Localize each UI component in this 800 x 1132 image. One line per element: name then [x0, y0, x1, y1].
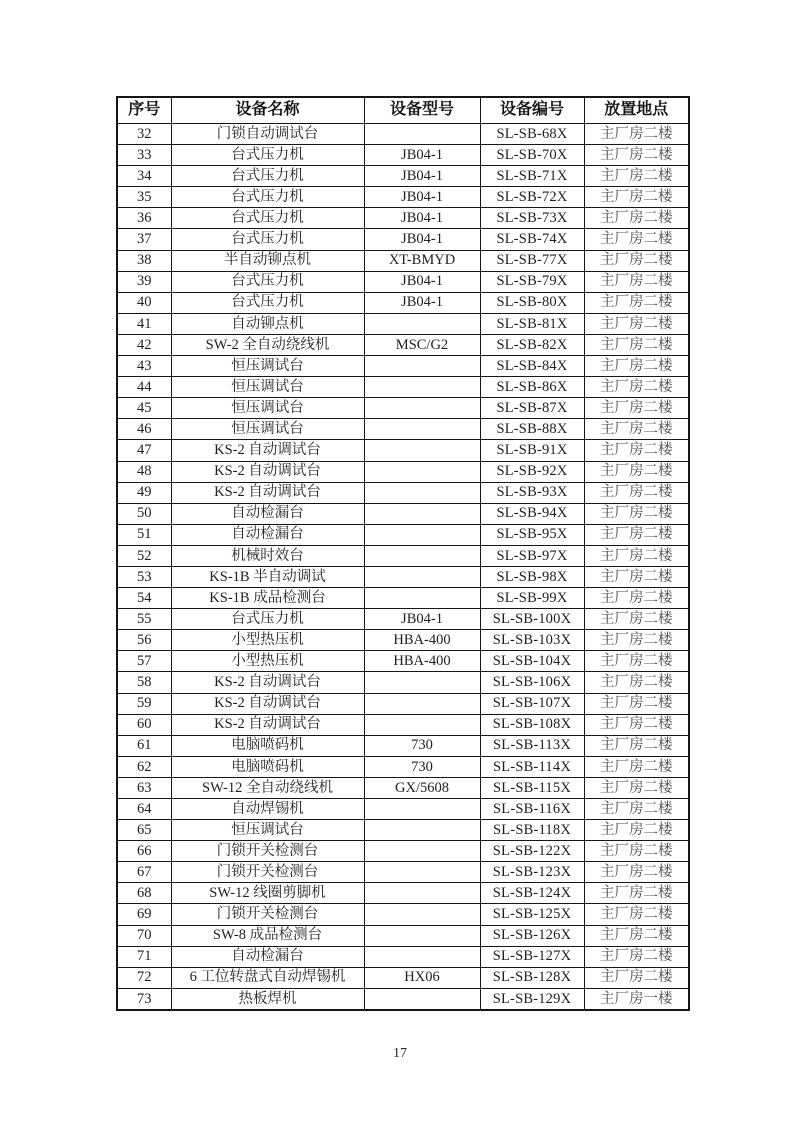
cell-location: 主厂房二楼 — [584, 904, 689, 925]
table-row — [117, 524, 689, 545]
cell-model: JB04-1 — [364, 166, 480, 187]
cell-equipment-name: 恒压调试台 — [171, 820, 364, 841]
table-row — [117, 988, 689, 1010]
table-row — [117, 187, 689, 208]
cell-serial: 34 — [117, 166, 171, 187]
table-row — [117, 250, 689, 271]
cell-serial: 72 — [117, 967, 171, 988]
table-row — [117, 925, 689, 946]
table-row — [117, 630, 689, 651]
cell-code: SL-SB-118X — [480, 820, 584, 841]
cell-serial: 70 — [117, 925, 171, 946]
cell-location: 主厂房二楼 — [584, 334, 689, 355]
equipment-table-body — [117, 124, 689, 1010]
cell-code: SL-SB-107X — [480, 693, 584, 714]
cell-location: 主厂房二楼 — [584, 820, 689, 841]
cell-code: SL-SB-81X — [480, 313, 584, 334]
cell-equipment-name: 自动检漏台 — [171, 946, 364, 967]
cell-code: SL-SB-70X — [480, 145, 584, 166]
cell-model — [364, 925, 480, 946]
cell-code: SL-SB-77X — [480, 250, 584, 271]
cell-model — [364, 356, 480, 377]
cell-equipment-name: 台式压力机 — [171, 229, 364, 250]
table-row — [117, 967, 689, 988]
cell-serial: 36 — [117, 208, 171, 229]
cell-model — [364, 693, 480, 714]
cell-code: SL-SB-95X — [480, 524, 584, 545]
cell-location: 主厂房二楼 — [584, 440, 689, 461]
cell-serial: 58 — [117, 672, 171, 693]
table-row — [117, 503, 689, 524]
table-row — [117, 166, 689, 187]
table-row — [117, 482, 689, 503]
table-row — [117, 313, 689, 334]
cell-equipment-name: 小型热压机 — [171, 630, 364, 651]
cell-code: SL-SB-106X — [480, 672, 584, 693]
cell-equipment-name: 自动铆点机 — [171, 313, 364, 334]
cell-equipment-name: KS-2 自动调试台 — [171, 714, 364, 735]
cell-location: 主厂房二楼 — [584, 693, 689, 714]
cell-location: 主厂房二楼 — [584, 292, 689, 313]
cell-serial: 64 — [117, 799, 171, 820]
cell-equipment-name: 热板焊机 — [171, 988, 364, 1010]
cell-code: SL-SB-93X — [480, 482, 584, 503]
cell-serial: 52 — [117, 545, 171, 566]
cell-equipment-name: KS-1B 成品检测台 — [171, 588, 364, 609]
table-row — [117, 145, 689, 166]
cell-model: JB04-1 — [364, 271, 480, 292]
cell-location: 主厂房二楼 — [584, 187, 689, 208]
cell-serial: 65 — [117, 820, 171, 841]
cell-code: SL-SB-126X — [480, 925, 584, 946]
table-row — [117, 545, 689, 566]
cell-model — [364, 461, 480, 482]
cell-serial: 38 — [117, 250, 171, 271]
cell-serial: 63 — [117, 777, 171, 798]
cell-model — [364, 377, 480, 398]
table-row — [117, 841, 689, 862]
table-row — [117, 820, 689, 841]
cell-code: SL-SB-103X — [480, 630, 584, 651]
cell-model: JB04-1 — [364, 145, 480, 166]
cell-serial: 40 — [117, 292, 171, 313]
cell-location: 主厂房二楼 — [584, 461, 689, 482]
cell-location: 主厂房二楼 — [584, 524, 689, 545]
col-header-model: 设备型号 — [364, 97, 480, 124]
cell-model — [364, 883, 480, 904]
table-row — [117, 756, 689, 777]
equipment-table — [116, 96, 690, 1011]
cell-equipment-name: 台式压力机 — [171, 609, 364, 630]
cell-location: 主厂房二楼 — [584, 229, 689, 250]
cell-location: 主厂房二楼 — [584, 356, 689, 377]
cell-location: 主厂房二楼 — [584, 609, 689, 630]
cell-model — [364, 419, 480, 440]
cell-equipment-name: 半自动铆点机 — [171, 250, 364, 271]
cell-model — [364, 545, 480, 566]
cell-equipment-name: 恒压调试台 — [171, 419, 364, 440]
table-row — [117, 334, 689, 355]
cell-location: 主厂房二楼 — [584, 672, 689, 693]
cell-model: JB04-1 — [364, 229, 480, 250]
cell-model — [364, 482, 480, 503]
cell-equipment-name: 台式压力机 — [171, 187, 364, 208]
cell-serial: 46 — [117, 419, 171, 440]
table-row — [117, 883, 689, 904]
cell-equipment-name: 自动检漏台 — [171, 524, 364, 545]
cell-serial: 67 — [117, 862, 171, 883]
cell-equipment-name: SW-12 全自动绕线机 — [171, 777, 364, 798]
table-row — [117, 672, 689, 693]
cell-equipment-name: SW-2 全自动绕线机 — [171, 334, 364, 355]
cell-serial: 41 — [117, 313, 171, 334]
cell-model — [364, 946, 480, 967]
cell-code: SL-SB-79X — [480, 271, 584, 292]
cell-location: 主厂房二楼 — [584, 271, 689, 292]
header-row — [117, 97, 689, 124]
cell-serial: 53 — [117, 566, 171, 587]
cell-location: 主厂房二楼 — [584, 841, 689, 862]
cell-serial: 37 — [117, 229, 171, 250]
cell-location: 主厂房二楼 — [584, 377, 689, 398]
cell-code: SL-SB-116X — [480, 799, 584, 820]
cell-equipment-name: 自动检漏台 — [171, 503, 364, 524]
cell-location: 主厂房二楼 — [584, 250, 689, 271]
cell-serial: 60 — [117, 714, 171, 735]
cell-location: 主厂房二楼 — [584, 503, 689, 524]
cell-code: SL-SB-97X — [480, 545, 584, 566]
cell-model: XT-BMYD — [364, 250, 480, 271]
cell-serial: 45 — [117, 398, 171, 419]
cell-model — [364, 440, 480, 461]
cell-code: SL-SB-91X — [480, 440, 584, 461]
cell-equipment-name: 门锁开关检测台 — [171, 904, 364, 925]
cell-model — [364, 988, 480, 1010]
table-row — [117, 777, 689, 798]
table-row — [117, 862, 689, 883]
cell-location: 主厂房二楼 — [584, 145, 689, 166]
cell-code: SL-SB-98X — [480, 566, 584, 587]
cell-model: JB04-1 — [364, 292, 480, 313]
cell-location: 主厂房二楼 — [584, 925, 689, 946]
cell-code: SL-SB-124X — [480, 883, 584, 904]
cell-serial: 50 — [117, 503, 171, 524]
cell-equipment-name: 门锁开关检测台 — [171, 862, 364, 883]
cell-equipment-name: KS-2 自动调试台 — [171, 461, 364, 482]
cell-code: SL-SB-113X — [480, 735, 584, 756]
cell-model: 730 — [364, 756, 480, 777]
cell-location: 主厂房二楼 — [584, 398, 689, 419]
cell-location: 主厂房二楼 — [584, 777, 689, 798]
cell-code: SL-SB-72X — [480, 187, 584, 208]
cell-code: SL-SB-80X — [480, 292, 584, 313]
cell-location: 主厂房二楼 — [584, 166, 689, 187]
table-row — [117, 356, 689, 377]
table-row — [117, 271, 689, 292]
cell-code: SL-SB-99X — [480, 588, 584, 609]
cell-equipment-name: KS-2 自动调试台 — [171, 693, 364, 714]
cell-location: 主厂房二楼 — [584, 651, 689, 672]
cell-serial: 68 — [117, 883, 171, 904]
page-number: 17 — [393, 1046, 407, 1061]
cell-serial: 35 — [117, 187, 171, 208]
cell-code: SL-SB-127X — [480, 946, 584, 967]
cell-model: 730 — [364, 735, 480, 756]
cell-equipment-name: 台式压力机 — [171, 271, 364, 292]
cell-model: HBA-400 — [364, 651, 480, 672]
cell-model: HBA-400 — [364, 630, 480, 651]
cell-location: 主厂房二楼 — [584, 208, 689, 229]
cell-serial: 61 — [117, 735, 171, 756]
cell-code: SL-SB-115X — [480, 777, 584, 798]
col-header-equipment-name: 设备名称 — [171, 97, 364, 124]
cell-equipment-name: 小型热压机 — [171, 651, 364, 672]
table-row — [117, 609, 689, 630]
cell-equipment-name: 门锁开关检测台 — [171, 841, 364, 862]
cell-code: SL-SB-100X — [480, 609, 584, 630]
cell-model — [364, 588, 480, 609]
cell-equipment-name: 6 工位转盘式自动焊锡机 — [171, 967, 364, 988]
cell-code: SL-SB-74X — [480, 229, 584, 250]
cell-model — [364, 398, 480, 419]
cell-model — [364, 714, 480, 735]
cell-code: SL-SB-122X — [480, 841, 584, 862]
col-header-serial: 序号 — [117, 97, 171, 124]
cell-equipment-name: 恒压调试台 — [171, 377, 364, 398]
cell-serial: 66 — [117, 841, 171, 862]
cell-serial: 33 — [117, 145, 171, 166]
cell-model: JB04-1 — [364, 208, 480, 229]
table-row — [117, 714, 689, 735]
cell-model: JB04-1 — [364, 609, 480, 630]
cell-equipment-name: 门锁自动调试台 — [171, 124, 364, 145]
cell-location: 主厂房二楼 — [584, 799, 689, 820]
cell-serial: 43 — [117, 356, 171, 377]
cell-location: 主厂房二楼 — [584, 588, 689, 609]
cell-model: GX/5608 — [364, 777, 480, 798]
cell-equipment-name: 自动焊锡机 — [171, 799, 364, 820]
cell-model: HX06 — [364, 967, 480, 988]
cell-code: SL-SB-84X — [480, 356, 584, 377]
cell-model — [364, 124, 480, 145]
cell-location: 主厂房二楼 — [584, 756, 689, 777]
cell-model — [364, 862, 480, 883]
cell-code: SL-SB-86X — [480, 377, 584, 398]
cell-location: 主厂房一楼 — [584, 988, 689, 1010]
cell-serial: 54 — [117, 588, 171, 609]
cell-serial: 49 — [117, 482, 171, 503]
cell-serial: 32 — [117, 124, 171, 145]
cell-code: SL-SB-94X — [480, 503, 584, 524]
cell-equipment-name: KS-2 自动调试台 — [171, 672, 364, 693]
cell-location: 主厂房二楼 — [584, 419, 689, 440]
cell-serial: 71 — [117, 946, 171, 967]
table-row — [117, 292, 689, 313]
cell-serial: 42 — [117, 334, 171, 355]
cell-code: SL-SB-108X — [480, 714, 584, 735]
cell-model: MSC/G2 — [364, 334, 480, 355]
table-row — [117, 566, 689, 587]
table-row — [117, 735, 689, 756]
cell-serial: 69 — [117, 904, 171, 925]
cell-equipment-name: 电脑喷码机 — [171, 735, 364, 756]
cell-model: JB04-1 — [364, 187, 480, 208]
cell-model — [364, 313, 480, 334]
cell-code: SL-SB-123X — [480, 862, 584, 883]
cell-serial: 73 — [117, 988, 171, 1010]
cell-serial: 47 — [117, 440, 171, 461]
cell-location: 主厂房二楼 — [584, 545, 689, 566]
table-row — [117, 440, 689, 461]
cell-equipment-name: SW-12 线圈剪脚机 — [171, 883, 364, 904]
cell-location: 主厂房二楼 — [584, 714, 689, 735]
cell-location: 主厂房二楼 — [584, 566, 689, 587]
cell-location: 主厂房二楼 — [584, 967, 689, 988]
cell-equipment-name: 电脑喷码机 — [171, 756, 364, 777]
cell-location: 主厂房二楼 — [584, 735, 689, 756]
table-row — [117, 693, 689, 714]
cell-equipment-name: SW-8 成品检测台 — [171, 925, 364, 946]
table-row — [117, 229, 689, 250]
table-row — [117, 419, 689, 440]
cell-location: 主厂房二楼 — [584, 946, 689, 967]
cell-serial: 55 — [117, 609, 171, 630]
table-row — [117, 946, 689, 967]
table-row — [117, 377, 689, 398]
table-row — [117, 398, 689, 419]
cell-equipment-name: 恒压调试台 — [171, 398, 364, 419]
cell-code: SL-SB-68X — [480, 124, 584, 145]
cell-equipment-name: 机械时效台 — [171, 545, 364, 566]
cell-equipment-name: KS-1B 半自动调试 — [171, 566, 364, 587]
cell-model — [364, 503, 480, 524]
cell-serial: 51 — [117, 524, 171, 545]
cell-code: SL-SB-82X — [480, 334, 584, 355]
cell-equipment-name: KS-2 自动调试台 — [171, 482, 364, 503]
table-row — [117, 588, 689, 609]
cell-location: 主厂房二楼 — [584, 482, 689, 503]
cell-model — [364, 566, 480, 587]
cell-model — [364, 524, 480, 545]
table-row — [117, 208, 689, 229]
cell-serial: 62 — [117, 756, 171, 777]
cell-model — [364, 904, 480, 925]
cell-equipment-name: 台式压力机 — [171, 292, 364, 313]
cell-serial: 59 — [117, 693, 171, 714]
cell-code: SL-SB-129X — [480, 988, 584, 1010]
cell-serial: 56 — [117, 630, 171, 651]
table-row — [117, 124, 689, 145]
cell-code: SL-SB-71X — [480, 166, 584, 187]
cell-serial: 44 — [117, 377, 171, 398]
cell-serial: 39 — [117, 271, 171, 292]
cell-code: SL-SB-114X — [480, 756, 584, 777]
cell-code: SL-SB-92X — [480, 461, 584, 482]
cell-location: 主厂房二楼 — [584, 124, 689, 145]
cell-model — [364, 672, 480, 693]
cell-equipment-name: KS-2 自动调试台 — [171, 440, 364, 461]
cell-equipment-name: 台式压力机 — [171, 208, 364, 229]
cell-code: SL-SB-125X — [480, 904, 584, 925]
cell-equipment-name: 台式压力机 — [171, 166, 364, 187]
cell-location: 主厂房二楼 — [584, 883, 689, 904]
table-row — [117, 799, 689, 820]
col-header-code: 设备编号 — [480, 97, 584, 124]
cell-serial: 57 — [117, 651, 171, 672]
cell-model — [364, 820, 480, 841]
cell-code: SL-SB-87X — [480, 398, 584, 419]
cell-equipment-name: 恒压调试台 — [171, 356, 364, 377]
cell-code: SL-SB-88X — [480, 419, 584, 440]
cell-model — [364, 799, 480, 820]
table-row — [117, 651, 689, 672]
cell-location: 主厂房二楼 — [584, 313, 689, 334]
cell-code: SL-SB-104X — [480, 651, 584, 672]
cell-location: 主厂房二楼 — [584, 630, 689, 651]
cell-code: SL-SB-73X — [480, 208, 584, 229]
cell-equipment-name: 台式压力机 — [171, 145, 364, 166]
table-row — [117, 461, 689, 482]
table-row — [117, 904, 689, 925]
cell-serial: 48 — [117, 461, 171, 482]
cell-location: 主厂房二楼 — [584, 862, 689, 883]
cell-code: SL-SB-128X — [480, 967, 584, 988]
col-header-location: 放置地点 — [584, 97, 689, 124]
cell-model — [364, 841, 480, 862]
